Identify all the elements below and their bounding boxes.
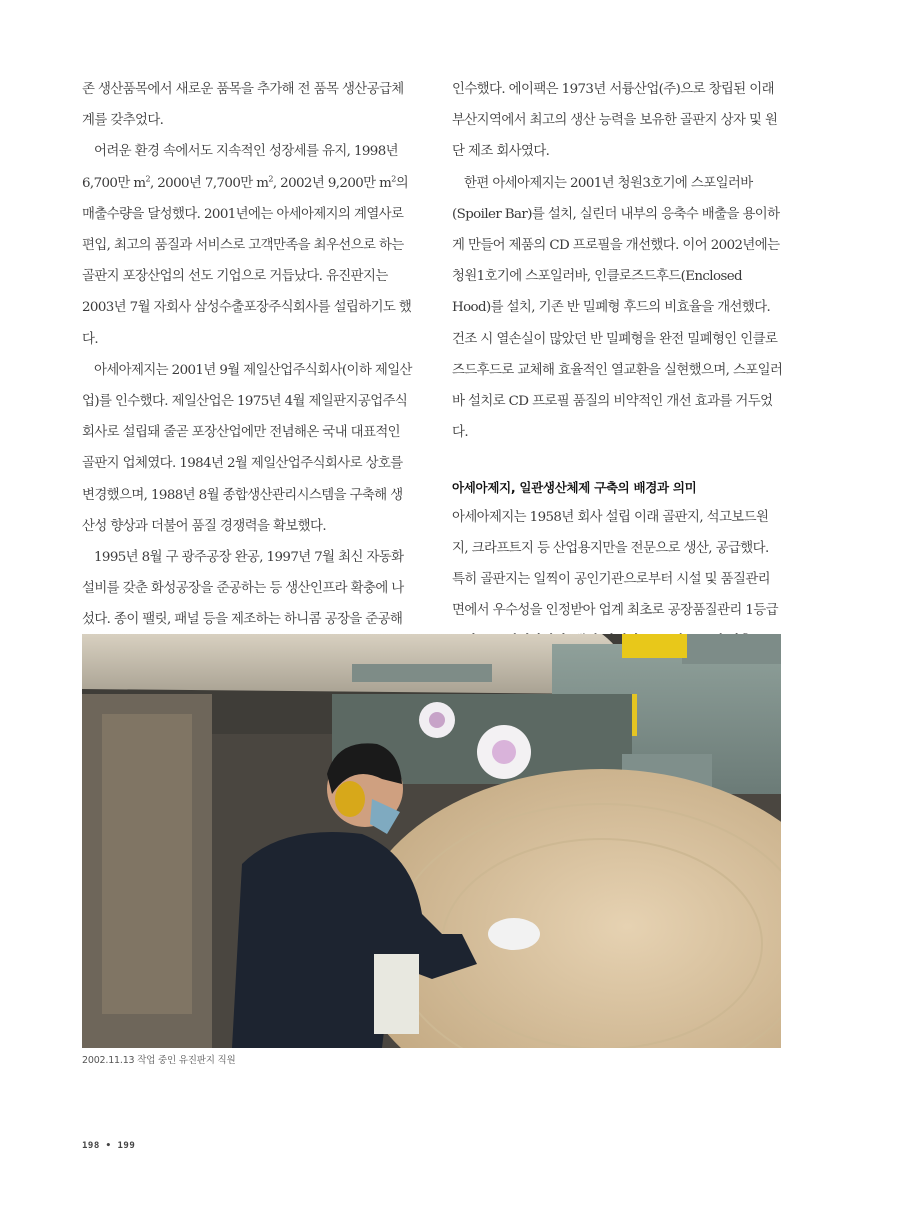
paragraph: 존 생산품목에서 새로운 품목을 추가해 전 품목 생산공급체계를 갖추었다.	[82, 82, 404, 129]
paragraph: 한편 아세아제지는 2001년 청원3호기에 스포일러바(Spoiler Bar)를 설치, 실린더 내부의 응축수 배출을 용이하게 만들어 제품의 CD 프로필을 개선했다. 이어 2002년에는 청원1호기에 스포일러바, 인클로즈드후드(Enclosed Hood)를 설치, 기존 반 밀폐형 후드의 비효율을 개선했다. 건조 시 열손실이 많았던 반 밀폐형을 완전 밀폐형인 인클로즈드후드로 교체해 효율적인 열교환을 실현했으며, 스포일러바 설치로 CD 프로필 품질의 비약적인 개선 효과를 거두었다.	[452, 175, 783, 441]
paragraph: 어려운 환경 속에서도 지속적인 성장세를 유지, 1998년 6,700만 $m^2$, 2000년 7,700만 $m^2$, 2002년 9,200만 $m^2$의 매출수량을 달성했다. 2001년에는 아세아제지의 계열사로 편입, 최고의 품질과 서비스로 고객만족을 최우선으로 하는 골판지 포장산업의 선도 기업으로 거듭났다. 유진판지는 2003년 7월 자회사 삼성수출포장주식회사를 설립하기도 했다.	[82, 144, 412, 347]
paragraph: 아세아제지는 1958년 회사 설립 이래 골판지, 석고보드원지, 크라프트지 등 산업용지만을 전문으로 생산, 공급했다. 특히 골판지는 일찍이 공인기관으로부터 시설 및 품질관리 면에서 우수성을 인정받아 업계 최초로 공장품질관리 1등급	[452, 509, 778, 619]
section-heading: 아세아제지, 일관생산체제 구축의 배경과 의미	[452, 480, 697, 496]
photo-caption: 2002.11.13 작업 중인 유진판지 직원	[82, 1055, 236, 1066]
paragraph: 1995년 8월 구 광주공장 완공, 1997년 7월 최신 자동화 설비를 갖춘 화성공장을 준공하는 등 생산인프라 확충에 나섰다. 종이 팰릿, 패널 등을 제조하는 하니콤 공장을 준공해	[82, 550, 404, 628]
photo-illustration	[82, 634, 781, 1048]
left-column	[82, 74, 414, 729]
factory-photo	[82, 634, 781, 1048]
paragraph: 인수했다. 에이팩은 1973년 서륭산업(주)으로 창립된 이래 부산지역에서 최고의 생산 능력을 보유한 골판지 상자 및 원단 제조 회사였다.	[452, 82, 778, 160]
right-column	[452, 74, 784, 720]
paragraph: 아세아제지는 2001년 9월 제일산업주식회사(이하 제일산업)를 인수했다. 제일산업은 1975년 4월 제일판지공업주식회사로 설립돼 줄곧 포장산업에만 전념해온 국내 대표적인 골판지 업체였다. 1984년 2월 제일산업주식회사로 상호를 변경했으며, 1988년 8월 종합생산관리시스템을 구축해 생산성 향상과 더불어 품질 경쟁력을 확보했다.	[82, 362, 412, 534]
page-numbers: 198 • 199	[82, 1141, 136, 1151]
